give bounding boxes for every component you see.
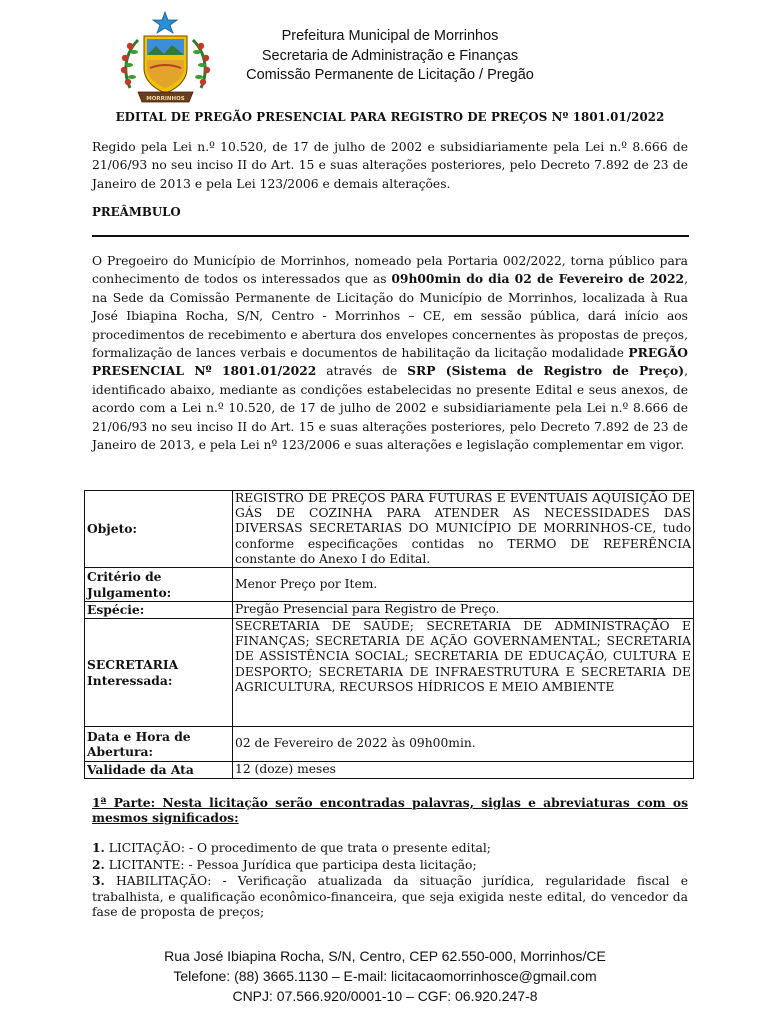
objeto-value: REGISTRO DE PREÇOS PARA FUTURAS E EVENTUAIS AQUISIÇÃO DE GÁS DE COZINHA PARA ATENDER AS NECESSIDADES DAS DIVERSAS SECRETARIAS DO MUNICÍPIO DE MORRINHOS-CE, tudo conforme especificações contidas no TERMO DE REFERÊNCIA constante do Anexo I do Edital. [233,491,694,568]
especie-value: Pregão Presencial para Registro de Preço. [233,602,694,619]
preambulo-heading: PREÂMBULO [92,205,181,219]
page-footer [0,946,770,1006]
validade-label: Validade da Ata [85,762,233,779]
table-row-especie [85,602,694,619]
validade-value: 12 (doze) meses [233,762,694,779]
part1-heading: 1ª Parte: Nesta licitação serão encontradas palavras, siglas e abreviaturas com os mesmos significados: [92,795,688,825]
list-item: 3. HABILITAÇÃO: - Verificação atualizada da situação jurídica, regularidade fiscal e trabalhista, e qualificação econômico-financeira, que seja exigida neste edital, do vencedor da fase de proposta de preços; [92,873,688,920]
bid-info-table [84,490,694,779]
footer-ids: CNPJ: 07.566.920/0001-10 – CGF: 06.920.247-8 [232,988,538,1004]
list-item: 2. LICITANTE: - Pessoa Jurídica que participa desta licitação; [92,856,477,872]
svg-text:MORRINHOS: MORRINHOS [146,96,185,102]
intro-paragraph: Regido pela Lei n.º 10.520, de 17 de julho de 2002 e subsidiariamente pela Lei n.º 8.666 de 21/06/93 no seu inciso II do Art. 15 e suas alterações posteriores, pelo Decreto 7.892 de 23 de Janeiro de 2013 e pela Lei 123/2006 e demais alterações. [92,140,688,191]
document-title: EDITAL DE PREGÃO PRESENCIAL PARA REGISTRO DE PREÇOS Nº 1801.01/2022 [115,110,665,124]
objeto-label: Objeto: [85,491,233,568]
table-row-secretaria [85,619,694,727]
table-row-validade [85,762,694,779]
especie-label: Espécie: [85,602,233,619]
criterio-label: Critério de Julgamento: [85,568,233,602]
secretaria-label: SECRETARIA Interessada: [85,619,233,727]
table-row-criterio [85,568,694,602]
footer-address: Rua José Ibiapina Rocha, S/N, Centro, CEP 62.550-000, Morrinhos/CE [164,948,606,964]
table-row-data [85,727,694,762]
secretaria-value: SECRETARIA DE SAÚDE; SECRETARIA DE ADMINISTRAÇÃO E FINANÇAS; SECRETARIA DE AÇÃO GOVERNAMENTAL; SECRETARIA DE ASSISTÊNCIA SOCIAL; SECRETARIA DE EDUCAÇÃO, CULTURA E DESPORTO; SECRETARIA DE INFRAESTRUTURA E SECRETARIA DE AGRICULTURA, RECURSOS HÍDRICOS E MEIO AMBIENTE [233,619,694,727]
footer-contact: Telefone: (88) 3665.1130 – E-mail: licitacaomorrinhosce@gmail.com [173,968,597,984]
coat-of-arms-icon [108,10,223,105]
header-department: Secretaria de Administração e Finanças [261,47,519,64]
header-municipality: Prefeitura Municipal de Morrinhos [281,28,499,44]
list-item: 1. LICITAÇÃO: - O procedimento de que trata o presente edital; [92,840,491,855]
criterio-value: Menor Preço por Item. [233,568,694,602]
definitions-list [92,840,688,921]
preamble-paragraph: O Pregoeiro do Município de Morrinhos, nomeado pela Portaria 002/2022, torna público para conhecimento de todos os interessados que as 09h00min do dia 02 de Fevereiro de 2022, na Sede da Comissão Permanente de Licitação do Município de Morrinhos, localizada à Rua José Ibiapina Rocha, S/N, Centro - Morrinhos – CE, em sessão pública, dará início aos procedimentos de recebimento e abertura dos envelopes concernentes às propostas de preços, formalização de lances verbais e documentos de habilitação da licitação modalidade PREGÃO PRESENCIAL Nº 1801.01/2022 através de SRP (Sistema de Registro de Preço), identificado abaixo, mediante as condições estabelecidas no presente Edital e seus anexos, de acordo com a Lei n.º 10.520, de 17 de julho de 2002 e subsidiariamente pela Lei n.º 8.666 de 21/06/93 no seu inciso II do Art. 15 e suas alterações posteriores, pelo Decreto 7.892 de 23 de Janeiro de 2013, e pela Lei nº 123/2006 e suas alterações e legislação complementar em vigor. [92,254,689,453]
header-commission: Comissão Permanente de Licitação / Pregão [246,67,534,83]
letterhead [0,0,770,105]
data-abertura-value: 02 de Fevereiro de 2022 às 09h00min. [233,727,694,762]
table-row-objeto [85,491,694,568]
data-abertura-label: Data e Hora de Abertura: [85,727,233,762]
section-divider [92,235,689,237]
